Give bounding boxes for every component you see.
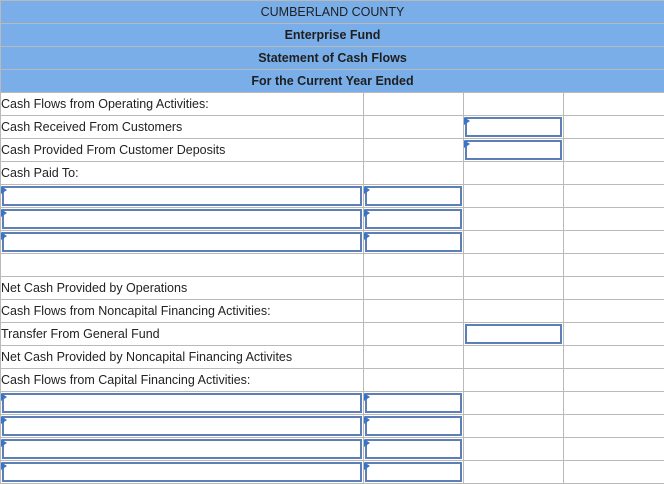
table-row bbox=[1, 116, 664, 139]
cash-deposits-label: Cash Provided From Customer Deposits bbox=[1, 139, 364, 162]
table-row bbox=[1, 162, 664, 185]
capital-1-label-input[interactable] bbox=[2, 393, 362, 413]
table-row bbox=[1, 139, 664, 162]
cash-received-label: Cash Received From Customers bbox=[1, 116, 364, 139]
transfer-general-label: Transfer From General Fund bbox=[1, 323, 364, 346]
table-row bbox=[1, 461, 664, 484]
table-row bbox=[1, 277, 664, 300]
dropdown-marker-icon bbox=[464, 140, 470, 148]
capital-1-amount-input[interactable] bbox=[365, 393, 462, 413]
table-row bbox=[1, 300, 664, 323]
table-row bbox=[1, 185, 664, 208]
table-row bbox=[1, 438, 664, 461]
dropdown-marker-icon bbox=[1, 186, 7, 194]
header-row-statement bbox=[1, 47, 664, 70]
capital-4-label-input[interactable] bbox=[2, 462, 362, 482]
paid-to-2-label-input[interactable] bbox=[2, 209, 362, 229]
dropdown-marker-icon bbox=[1, 393, 7, 401]
cash-deposits-amount-input[interactable] bbox=[465, 140, 562, 160]
capital-2-amount-input[interactable] bbox=[365, 416, 462, 436]
noncapital-heading: Cash Flows from Noncapital Financing Activities: bbox=[1, 300, 364, 323]
table-row bbox=[1, 392, 664, 415]
table-row bbox=[1, 208, 664, 231]
net-noncapital-label: Net Cash Provided by Noncapital Financing Activites bbox=[1, 346, 364, 369]
dropdown-marker-icon bbox=[364, 209, 370, 217]
period-title: For the Current Year Ended bbox=[1, 70, 664, 93]
table-row bbox=[1, 254, 664, 277]
paid-to-2-amount-input[interactable] bbox=[365, 209, 462, 229]
operating-heading: Cash Flows from Operating Activities: bbox=[1, 93, 364, 116]
capital-3-label-input[interactable] bbox=[2, 439, 362, 459]
paid-to-3-amount-input[interactable] bbox=[365, 232, 462, 252]
fund-title: Enterprise Fund bbox=[1, 24, 664, 47]
dropdown-marker-icon bbox=[1, 232, 7, 240]
cash-paid-to-label: Cash Paid To: bbox=[1, 162, 364, 185]
capital-heading: Cash Flows from Capital Financing Activities: bbox=[1, 369, 364, 392]
county-title: CUMBERLAND COUNTY bbox=[1, 1, 664, 24]
cash-received-amount-input[interactable] bbox=[465, 117, 562, 137]
dropdown-marker-icon bbox=[364, 393, 370, 401]
header-row-period bbox=[1, 70, 664, 93]
statement-title: Statement of Cash Flows bbox=[1, 47, 664, 70]
table-row bbox=[1, 323, 664, 346]
dropdown-marker-icon bbox=[1, 209, 7, 217]
dropdown-marker-icon bbox=[364, 186, 370, 194]
table-row bbox=[1, 93, 664, 116]
dropdown-marker-icon bbox=[1, 439, 7, 447]
paid-to-1-label-input[interactable] bbox=[2, 186, 362, 206]
paid-to-1-amount-input[interactable] bbox=[365, 186, 462, 206]
dropdown-marker-icon bbox=[364, 232, 370, 240]
dropdown-marker-icon bbox=[364, 416, 370, 424]
table-row bbox=[1, 415, 664, 438]
capital-2-label-input[interactable] bbox=[2, 416, 362, 436]
paid-to-3-label-input[interactable] bbox=[2, 232, 362, 252]
transfer-general-amount-input[interactable] bbox=[465, 324, 562, 344]
capital-4-amount-input[interactable] bbox=[365, 462, 462, 482]
header-row-fund bbox=[1, 24, 664, 47]
dropdown-marker-icon bbox=[464, 117, 470, 125]
table-row bbox=[1, 231, 664, 254]
dropdown-marker-icon bbox=[364, 439, 370, 447]
capital-3-amount-input[interactable] bbox=[365, 439, 462, 459]
dropdown-marker-icon bbox=[1, 416, 7, 424]
header-row-county bbox=[1, 1, 664, 24]
table-row bbox=[1, 346, 664, 369]
table-row bbox=[1, 369, 664, 392]
net-operations-label: Net Cash Provided by Operations bbox=[1, 277, 364, 300]
dropdown-marker-icon bbox=[364, 462, 370, 470]
dropdown-marker-icon bbox=[1, 462, 7, 470]
